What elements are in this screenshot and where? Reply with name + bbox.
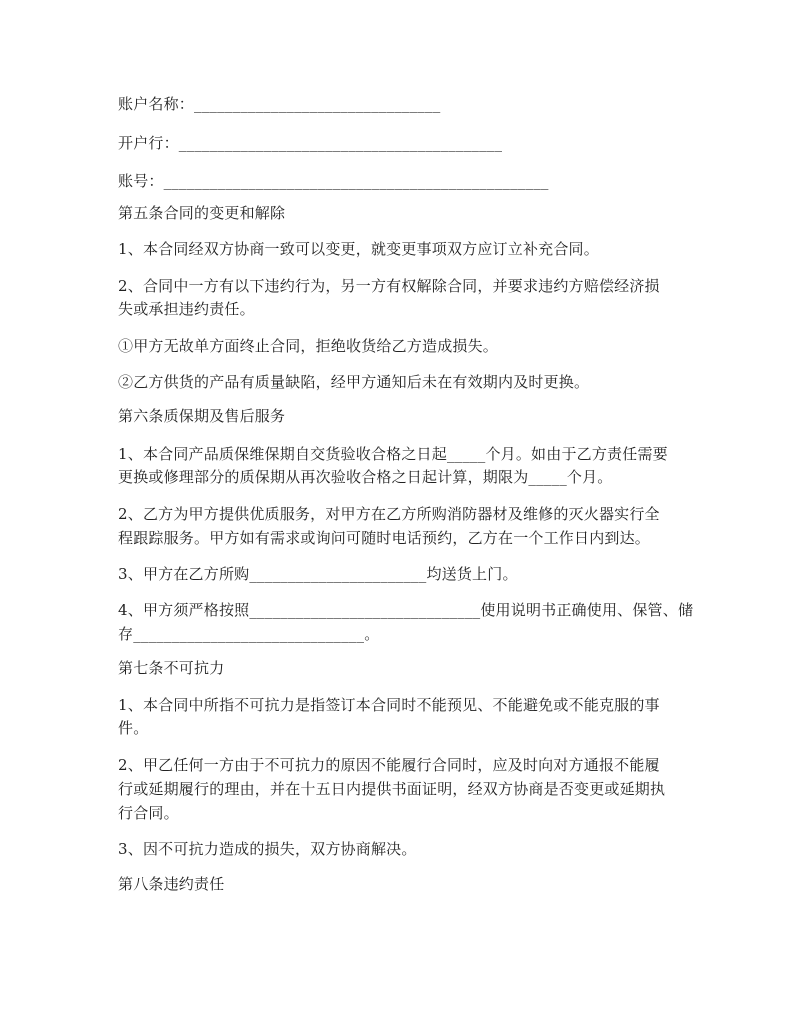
text-line-content: 2、乙方为甲方提供优质服务，对甲方在乙方所购消防器材及维修的灭火器实行全 [118,505,660,523]
text-line-bank-name [118,133,502,153]
text-line-content: 1、本合同产品质保维保期自交货验收合格之日起_____个月。如由于乙方责任需要 [118,445,668,463]
text-line-article6-heading [118,406,285,426]
text-line-article6-p1a [118,444,668,464]
text-line-content: 开户行：__________________________________________ [118,134,503,152]
text-line-article6-p2b [118,528,650,548]
text-line-article6-p2a [118,504,660,524]
text-line-article5-item2 [118,372,589,392]
text-line-article7-p1a [118,695,660,715]
text-line-content: 第八条违约责任 [118,875,225,893]
text-line-content: 第七条不可抗力 [118,659,225,677]
text-line-account-number [118,171,549,191]
text-line-article8-heading [118,874,224,894]
text-line-content: 账号：__________________________________________________ [118,172,549,190]
text-line-content: 行或延期履行的理由，并在十五日内提供书面证明，经双方协商是否变更或延期执 [118,780,666,798]
text-line-account-name [118,94,440,114]
text-line-article5-p1 [118,239,599,259]
text-line-content: 行合同。 [118,804,179,822]
text-line-content: 3、因不可抗力造成的损失，双方协商解决。 [118,840,417,858]
text-line-content: 账户名称：________________________________ [118,95,441,113]
text-line-content: 1、本合同中所指不可抗力是指签订本合同时不能预见、不能避免或不能克服的事 [118,696,660,714]
text-line-content: 件。 [118,719,149,737]
text-line-article7-p1b [118,718,148,738]
text-line-article7-p3 [118,839,417,859]
text-line-article6-p4b [118,624,379,644]
text-line-content: 第六条质保期及售后服务 [118,407,286,425]
text-line-article5-heading [118,203,285,223]
text-line-article5-p2b [118,299,255,319]
text-line-content: 4、甲方须严格按照______________________________使用说明书正确使用、保管、储 [118,601,694,619]
text-line-article5-p2a [118,276,660,296]
text-line-content: 程跟踪服务。甲方如有需求或询问可随时电话预约，乙方在一个工作日内到达。 [118,529,651,547]
text-line-content: 第五条合同的变更和解除 [118,204,286,222]
text-line-article7-heading [118,658,224,678]
text-line-content: 2、甲乙任何一方由于不可抗力的原因不能履行合同时，应及时向对方通报不能履 [118,756,660,774]
text-line-content: ②乙方供货的产品有质量缺陷，经甲方通知后未在有效期内及时更换。 [118,373,590,391]
text-line-content: 1、本合同经双方协商一致可以变更，就变更事项双方应订立补充合同。 [118,240,599,258]
text-line-content: 3、甲方在乙方所购_______________________均送货上门。 [118,565,518,583]
text-line-article6-p3 [118,564,518,584]
text-line-article7-p2a [118,755,660,775]
text-line-content: 2、合同中一方有以下违约行为，另一方有权解除合同，并要求违约方赔偿经济损 [118,277,660,295]
text-line-content: 失或承担违约责任。 [118,300,255,318]
text-line-content: 更换或修理部分的质保期从再次验收合格之日起计算，期限为_____个月。 [118,468,613,486]
text-line-article5-item1 [118,336,498,356]
text-line-article6-p4a [118,600,693,620]
text-line-article7-p2b [118,779,665,799]
text-line-content: 存______________________________。 [118,625,380,643]
text-line-content: ①甲方无故单方面终止合同，拒绝收货给乙方造成损失。 [118,337,499,355]
text-line-article6-p1b [118,467,613,487]
text-line-article7-p2c [118,803,179,823]
